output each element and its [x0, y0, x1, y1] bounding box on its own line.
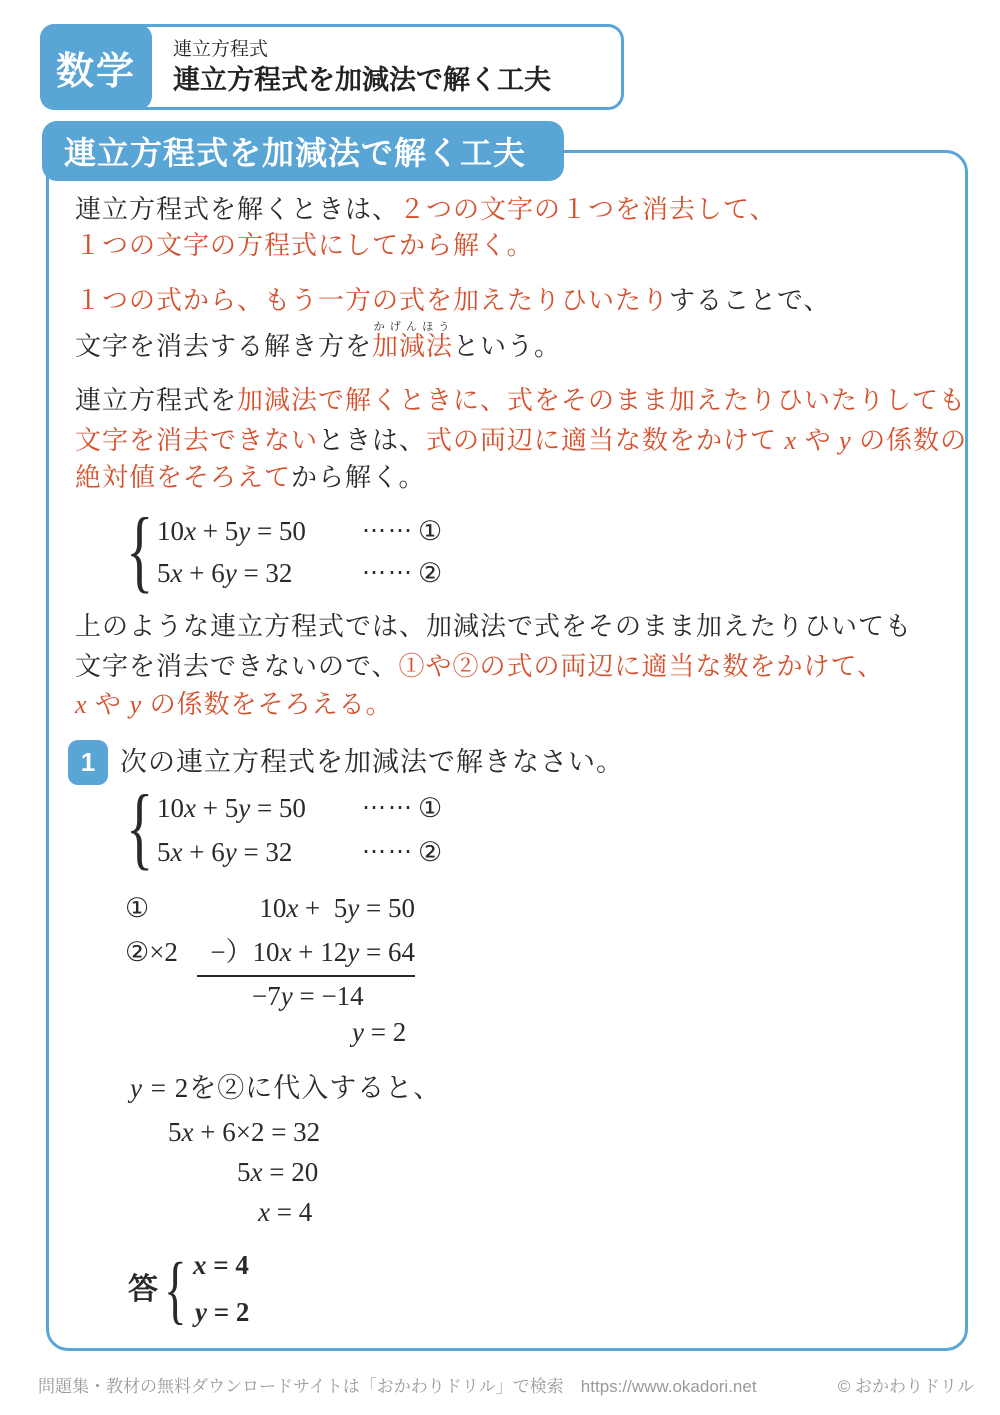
furigana: かげんほう — [372, 321, 454, 333]
section-title: 連立方程式を加減法で解く工夫 — [64, 135, 527, 171]
para-1-line-1: 連立方程式を解くときは、２つの文字の１つを消去して、 — [75, 195, 777, 224]
substitution-intro: y = 2を②に代入すると、 — [130, 1073, 442, 1103]
problem-eq-row-1 — [0, 786, 1000, 830]
section-title-bar — [42, 121, 564, 181]
footer — [38, 1372, 974, 1397]
leader-dots: ⋯⋯ — [362, 795, 414, 821]
work-row-1 — [0, 888, 1000, 928]
para-3-line-1: 連立方程式を加減法で解くときに、式をそのまま加えたりひいたりしても — [75, 386, 967, 415]
equation-2-label: ② — [418, 837, 443, 867]
system-eq-row-1 — [0, 509, 1000, 553]
para-2-line-2: 文字を消去する解き方を加減法かげんほうという。 — [75, 321, 562, 361]
problem-number-badge: 1 — [68, 740, 108, 785]
header-doc-title: 連立方程式を加減法で解く工夫 — [173, 65, 551, 95]
para-2-line-1: １つの式から、もう一方の式を加えたりひいたりすることで、 — [75, 286, 831, 315]
leader-dots: ⋯⋯ — [362, 560, 414, 586]
header-titles — [149, 27, 551, 107]
para-3-line-2: 文字を消去できないときは、式の両辺に適当な数をかけて x や y の係数の — [75, 426, 968, 455]
equation-1: 10x + 5y = 50 — [157, 793, 306, 823]
system-brace: { — [126, 499, 154, 601]
para-4-line-1: 上のような連立方程式では、加減法で式をそのまま加えたりひいても — [75, 612, 913, 641]
work-row-2-label: ②×2 — [125, 937, 178, 967]
leader-dots: ⋯⋯ — [362, 839, 414, 865]
answer-label: 答 — [128, 1273, 158, 1306]
answer-y: y = 2 — [195, 1297, 250, 1327]
equation-1-label: ① — [418, 793, 443, 823]
para-1-line-2: １つの文字の方程式にしてから解く。 — [75, 231, 534, 260]
header-category: 連立方程式 — [173, 39, 269, 60]
header — [40, 24, 624, 110]
answer-x: x = 4 — [193, 1250, 249, 1280]
substitution-line-3: x = 4 — [258, 1197, 313, 1227]
subject-badge-label: 数学 — [55, 50, 136, 93]
kagenhou-term: 加減法かげんほう — [372, 321, 454, 361]
work-row-1-label: ① — [125, 893, 150, 923]
footer-copyright: © おかわりドリル — [837, 1377, 974, 1396]
footer-site-info: 問題集・教材の無料ダウンロードサイトは「おかわりドリル」で検索 https://www.okadori.net — [38, 1377, 757, 1396]
equation-2-label: ② — [418, 558, 443, 588]
equation-2: 5x + 6y = 32 — [157, 558, 293, 588]
subject-badge — [40, 24, 152, 110]
work-row-2 — [0, 932, 1000, 972]
problem-statement: 次の連立方程式を加減法で解きなさい。 — [120, 747, 624, 777]
work-row-3: −7y = −14 — [252, 981, 364, 1011]
substitution-line-1: 5x + 6×2 = 32 — [168, 1117, 321, 1147]
leader-dots: ⋯⋯ — [362, 518, 414, 544]
answer-brace: { — [164, 1248, 187, 1332]
work-row-1-expr: 10x + 5y = 50 — [259, 893, 415, 923]
equation-1-label: ① — [418, 516, 443, 546]
system-brace: { — [126, 776, 154, 878]
equation-2: 5x + 6y = 32 — [157, 837, 293, 867]
work-row-2-expr: −）10x + 12y = 64 — [197, 932, 415, 977]
work-row-4: y = 2 — [352, 1017, 407, 1047]
system-eq-row-2 — [0, 551, 1000, 595]
para-3-line-3: 絶対値をそろえてから解く。 — [75, 463, 426, 492]
problem-eq-row-2 — [0, 830, 1000, 874]
para-4-line-2: 文字を消去できないので、①や②の式の両辺に適当な数をかけて、 — [75, 652, 884, 681]
para-4-line-3: x や y の係数をそろえる。 — [75, 690, 393, 719]
substitution-line-2: 5x = 20 — [237, 1157, 319, 1187]
equation-1: 10x + 5y = 50 — [157, 516, 306, 546]
